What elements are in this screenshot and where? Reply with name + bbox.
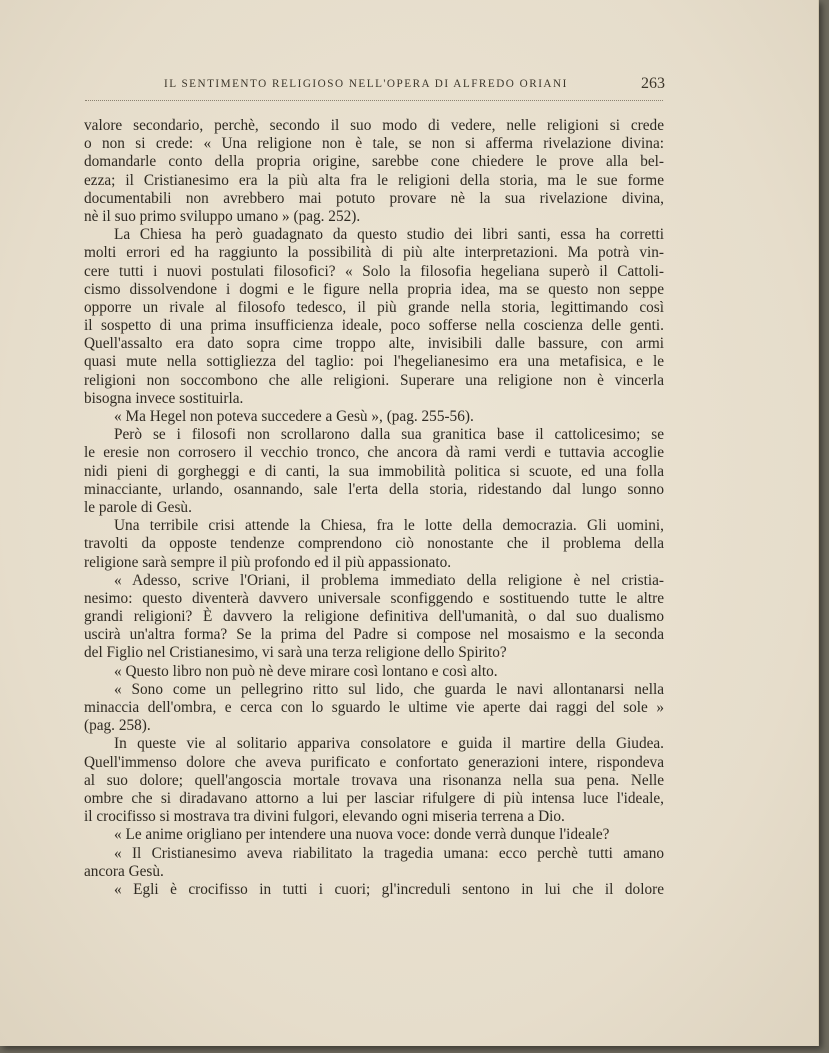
text-line: ancora Gesù. — [84, 862, 164, 880]
text-line: del Figlio nel Cristianesimo, vi sarà una terza religione dello Spirito? — [84, 644, 507, 662]
text-line: religione sarà sempre il più profondo ed il più appassionato. — [84, 553, 452, 571]
text-line: « Egli è crocifisso in tutti i cuori; gl'increduli sentono in lui che il dolore — [114, 880, 664, 898]
text-line: ezza; il Cristianesimo era la più alta fra le religioni della storia, ma le sue forme — [84, 171, 664, 189]
text-line: nè il suo primo sviluppo umano » (pag. 252). — [84, 207, 361, 225]
text-line: minacciante, urlando, osannando, sale l'erta della storia, ridestando dal lungo sonno — [84, 480, 664, 498]
text-line: al suo dolore; quell'angoscia mortale trovava una risonanza nella sua pena. Nelle — [84, 771, 664, 789]
text-line: le parole di Gesù. — [84, 498, 192, 516]
text-line: « Ma Hegel non poteva succedere a Gesù », (pag. 255-56). — [114, 408, 474, 425]
text-line: opporre un rivale al filosofo tedesco, il più grande nella storia, legittimando così — [84, 298, 664, 316]
text-line: nesimo: questo diventerà davvero universale sconfiggendo e sostituendo tutte le altre — [84, 589, 664, 607]
page-header — [85, 75, 665, 92]
running-title: IL SENTIMENTO RELIGIOSO NELL'OPERA DI ALFREDO ORIANI — [164, 78, 568, 90]
text-line: cere tutti i nuovi postulati filosofici? « Solo la filosofia hegeliana superò il Cattoli- — [84, 262, 664, 280]
header-rule — [85, 100, 663, 101]
text-line: La Chiesa ha però guadagnato da questo studio dei libri santi, essa ha corretti — [114, 226, 664, 244]
text-line: cismo dissolvendone i dogmi e le figure nella propria idea, ma se questo non seppe — [84, 280, 664, 298]
text-line: il sospetto di una prima insufficienza ideale, poco sofferse nella coscienza delle genti. — [84, 317, 664, 335]
text-line: le eresie non corrosero il vecchio tronco, che ancora dà rami verdi e tuttavia accoglie — [84, 444, 664, 462]
text-line: valore secondario, perchè, secondo il suo modo di vedere, nelle religioni si crede — [84, 117, 664, 134]
text-line: In queste vie al solitario appariva consolatore e guida il martire della Giudea. — [114, 735, 664, 753]
text-line: domandarle conto della propria origine, sarebbe cone chiedere le prove alla bel- — [84, 153, 664, 171]
text-line: quasi mute nella sottigliezza del taglio: poi l'hegelianesimo era una metafisica, e le — [84, 353, 664, 371]
text-line: « Le anime origliano per intendere una nuova voce: donde verrà dunque l'ideale? — [114, 826, 610, 844]
text-line: Quell'assalto era dato sopra cime troppo alte, invisibili dalle bassure, con armi — [84, 335, 664, 353]
text-line: nidi pieni di gorgheggi e di canti, la sua immobilità politica si scuote, ed una folla — [84, 462, 664, 480]
page-number: 263 — [641, 75, 665, 92]
text-line: il crocifisso si mostrava tra divini fulgori, elevando ogni miseria terrena a Dio. — [84, 808, 565, 826]
text-line: bisogna invece sostituirla. — [84, 389, 244, 407]
text-line: « Il Cristianesimo aveva riabilitato la tragedia umana: ecco perchè tutti amano — [114, 844, 664, 862]
text-line: « Questo libro non può nè deve mirare così lontano e così alto. — [114, 662, 498, 680]
body-text — [84, 117, 664, 899]
text-line: uscirà un'altra forma? Se la prima del Padre si compose nel mosaismo e la seconda — [84, 626, 664, 644]
text-line: minaccia dell'ombra, e cerca con lo sguardo le ultime vie aperte dai raggi del sole » — [84, 699, 664, 716]
text-line: religioni non soccombono che alle religioni. Superare una religione non è vincerla — [84, 371, 664, 389]
text-line: Quell'immenso dolore che aveva purificato e confortato generazioni intere, rispondeva — [84, 753, 664, 771]
text-line: molti errori ed ha raggiunto la possibilità di più alte interpretazioni. Ma potrà vin- — [84, 244, 664, 262]
text-line: travolti da opposte tendenze comprendono ciò nonostante che il problema della — [84, 535, 664, 553]
text-line: o non si crede: « Una religione non è tale, se non si afferma rivelazione divina: — [84, 135, 664, 153]
text-line: Una terribile crisi attende la Chiesa, fra le lotte della democrazia. Gli uomini, — [114, 517, 664, 535]
text-line: ombre che si diradavano attorno a lui per lasciar rifulgere di più intensa luce l'ideale, — [84, 789, 664, 807]
text-line: documentabili non avrebbero mai potuto provare nè la sua rivelazione divina, — [84, 189, 664, 207]
text-line: « Adesso, scrive l'Oriani, il problema immediato della religione è nel cristia- — [114, 571, 664, 589]
text-line: grandi religioni? È davvero la religione definitiva dell'umanità, o dal suo dualismo — [84, 608, 664, 626]
text-line: « Sono come un pellegrino ritto sul lido, che guarda le navi allontanarsi nella — [114, 680, 664, 698]
text-line: Però se i filosofi non scrollarono dalla sua granitica base il cattolicesimo; se — [114, 426, 664, 444]
text-line: (pag. 258). — [84, 717, 151, 735]
